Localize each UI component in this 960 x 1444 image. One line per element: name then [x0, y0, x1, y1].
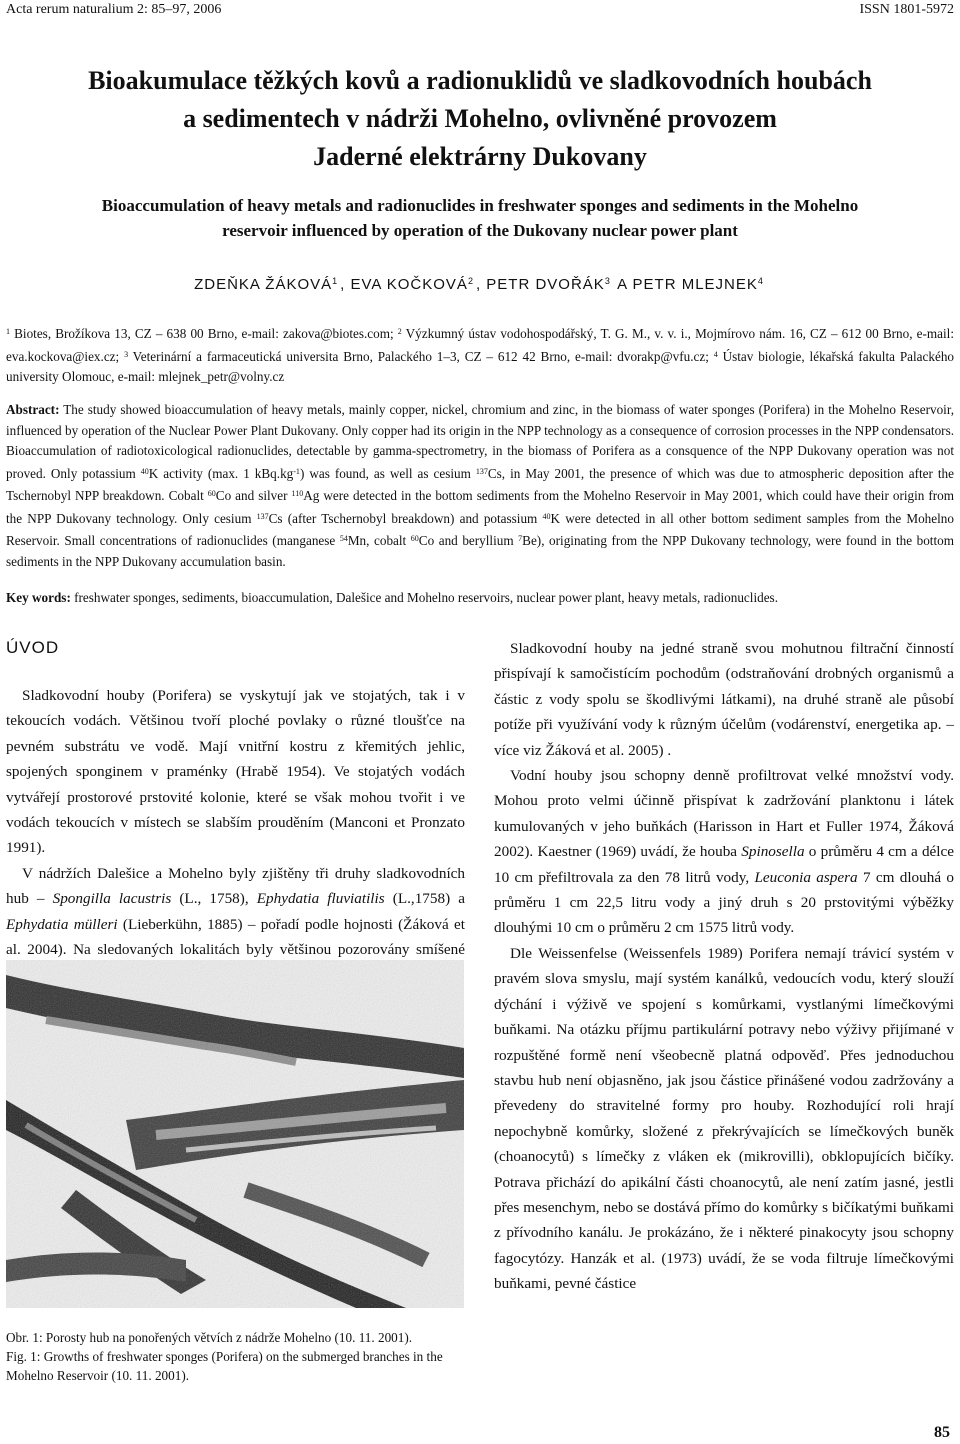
author-name: ZDEŇKA ŽÁKOVÁ [194, 276, 333, 293]
superscript: 60 [410, 534, 419, 543]
text-run: Sladkovodní houby na jedné straně svou mohutnou filtrační činností přispívají k samočistícím pochodům (odstraňování drobných organismů a částic z vody spolu se škodlivými látkami), na druhé straně ale působí potíže při využívání vody k různým účelům (vodárenství, energetika ap. – více viz Žáková et al. 2005) . [494, 640, 954, 759]
text-run: o průměru 4 cm a délce 10 cm přefiltrovala za den 78 litrů vody, [494, 843, 954, 886]
affiliation-text: Výzkumný ústav vodohospodářský, T. G. M., v. v. i., Mojmírovo nám. 16, CZ – 612 00 Brno, e-mail: eva.kockova@iex.cz; [6, 326, 954, 364]
author-affiliation-mark: 4 [757, 276, 764, 286]
text-run: (L., 1758), [171, 890, 257, 908]
paragraph [494, 941, 954, 1297]
keywords-label: Key words: [6, 590, 71, 605]
affiliation-mark: 2 [397, 327, 402, 336]
paragraph [6, 683, 465, 861]
superscript: -1 [293, 466, 300, 476]
author-separator: , [340, 276, 351, 293]
text-run: Be), originating from the NPP Dukovany technology, were found in the bottom sediments in the NPP Dukovany accumulation basin. [6, 533, 954, 569]
title-line-3: Jaderné elektrárny Dukovany [313, 142, 647, 171]
sponge-photo [6, 960, 464, 1308]
affiliation-text: Veterinární a farmaceutická universita Brno, Palackého 1–3, CZ – 612 42 Brno, e-mail: dvorakp@vfu.cz; [128, 348, 714, 364]
paragraph [494, 636, 954, 763]
affiliation-text: Ústav biologie, lékařská fakulta Palackého university Olomouc, e-mail: mlejnek_petr@volny.cz [6, 348, 955, 384]
superscript: 110 [291, 489, 304, 498]
affiliations [6, 322, 954, 388]
affiliation-mark: 3 [124, 349, 129, 359]
title-line-2: a sedimentech v nádrži Mohelno, ovlivněné provozem [183, 104, 777, 133]
author-affiliation-mark: 1 [332, 276, 339, 286]
superscript: 137 [256, 511, 269, 521]
author-affiliation-mark: 3 [604, 276, 611, 286]
affiliation-mark: 4 [713, 349, 718, 359]
section-heading: ÚVOD [6, 638, 60, 657]
author-separator: , [475, 276, 487, 293]
text-run: (L.,1758) a [384, 890, 465, 908]
text-run: K were detected in all other bottom sediment samples from the Mohelno Reservoir. Small concentrations of radionuclides (manganese [6, 510, 954, 548]
keywords-text: freshwater sponges, sediments, bioaccumulation, Dalešice and Mohelno reservoirs, nuclear power plant, heavy metals, radionuclides. [70, 590, 778, 605]
text-run: Mn, cobalt [347, 533, 411, 548]
submerged-branches-image [6, 960, 464, 1308]
paragraph [494, 763, 954, 941]
right-column [494, 636, 954, 1297]
author-name: EVA KOČKOVÁ [350, 276, 468, 293]
text-run: Co and silver [215, 488, 292, 503]
journal-citation: Acta rerum naturalium 2: 85–97, 2006 [6, 2, 222, 17]
superscript: 7 [518, 534, 523, 543]
author-name: PETR MLEJNEK [632, 276, 758, 293]
text-run: Cs (after Tschernobyl breakdown) and potassium [268, 510, 543, 526]
issn: ISSN 1801-5972 [859, 2, 954, 17]
superscript: 40 [140, 466, 149, 476]
abstract [6, 400, 954, 572]
caption-english: Fig. 1: Growths of freshwater sponges (Porifera) on the submerged branches in the Mohelno Reservoir (10. 11. 2001). [6, 1349, 443, 1383]
text-run: Vodní houby jsou schopny denně profiltrovat velké množství vody. Mohou proto velmi účinně přispívat k zadržování planktonu i látek kumulovaných v jeho buňkách (Harisson in Hart et Fuller 1974, Žáková 2002). Kaestner (1969) uvádí, že houba [494, 767, 954, 861]
text-run: Sladkovodní houby (Porifera) se vyskytují jak ve stojatých, tak i v tekoucích vodách. Většinou tvoří ploché povlaky o různé tloušťce na pevném substrátu ve vodě. Mají vnitřní kostru z křemitých jehlic, spojených sponginem v praménky (Hrabě 1954). Ve stojatých vodách vytvářejí prostorové prstovité kolonie, které se však mohou tvořit i ve vodách tekoucích v místech se slabším prouděním (Manconi et Pronzato 1991). [6, 687, 465, 857]
text-run: 7 cm dlouhá o průměru 1 cm 22,5 litru vody a jiný druh s 20 prstovitými výběžky dlouhými 10 cm o průměru 2 cm 1575 litrů vody. [494, 868, 954, 937]
italic-term: Spinosella [741, 843, 805, 861]
english-title [0, 193, 960, 243]
superscript: 60 [207, 489, 216, 498]
page-number: 85 [934, 1424, 950, 1441]
keywords [6, 588, 954, 608]
affiliation-text: Biotes, Brožíkova 13, CZ – 638 00 Brno, e-mail: zakova@biotes.com; [10, 326, 398, 341]
italic-term: Spongilla lacustris [52, 890, 172, 908]
author-separator: A [612, 276, 633, 293]
text-run: Dle Weissenfelse (Weissenfels 1989) Porifera nemají trávicí systém v pravém slova smyslu, mají systém kanálků, vedoucích vodu, který slouží dýchání i výživě ve spojení s komůrkami, vystlanými límečkovými buňkami. Na otázku příjmu partikulární potravy nebo výživy přijímané v rozpuštěné formě není všeobecně platná odpověď. Přes jednoduchou stavbu hub není objasněno, jak jsou částice přinášené vodou zadržovány a převedeny do stravitelné formy pro houby. Rozhodující roli hrají nepochybně komůrky, složené z překrývajících se límečkových buněk (choanocytů) s límečky z vláken ek (mikrovilli), obklopujících bičíky. Potrava přichází do apikální části choanocytů, ale není zatím jasné, jestli přes mesenchym, nebo se dostává přímo do komůrky s bičíkatými buňkami z přívodního kanálu. Je prokázáno, že i některé pinakocyty jsou schopny fagocytózy. Hanzák et al. (1973) uvádí, že se voda filtruje límečkovými buňkami, pevné částice [494, 944, 954, 1293]
abstract-body [6, 402, 954, 569]
italic-term: Ephydatia mülleri [6, 915, 118, 933]
text-run: V nádržích Dalešice a Mohelno byly zjištěny tři druhy sladkovodních hub – [6, 864, 465, 908]
italic-term: Leuconia aspera [754, 868, 858, 886]
abstract-label: Abstract: [6, 402, 60, 417]
caption-czech: Obr. 1: Porosty hub na ponořených větvích z nádrže Mohelno (10. 11. 2001). [6, 1330, 413, 1345]
text-run: (Lieberkühn, 1885) – pořadí podle hojnosti (Žáková et al. 2004). Na sledovaných lokalitách byly většinou pozorovány smíšené [6, 915, 465, 959]
superscript: 54 [339, 534, 348, 543]
author-name: PETR DVOŘÁK [486, 276, 605, 293]
english-title-line-1: Bioaccumulation of heavy metals and radionuclides in freshwater sponges and sediments in the Mohelno [101, 196, 859, 215]
figure-caption [6, 1328, 465, 1385]
text-run: Cs, in May 2001, the presence of which was due to atmospheric deposition after the Tschernobyl NPP breakdown. Cobalt [6, 465, 955, 503]
title-line-1: Bioakumulace těžkých kovů a radionuklidů ve sladkovodních houbách [88, 66, 872, 95]
affiliation-mark: 1 [6, 327, 10, 336]
text-run: Ag were detected in the bottom sediments from the Mohelno Reservoir in May 2001, which could have their origin from the NPP Dukovany technology. Only cesium [6, 488, 954, 526]
superscript: 137 [475, 466, 488, 476]
text-run: Co and beryllium [418, 533, 519, 548]
superscript: 40 [542, 511, 551, 521]
english-title-line-2: reservoir influenced by operation of the Dukovany nuclear power plant [222, 221, 738, 240]
italic-term: Ephydatia fluviatilis [256, 890, 385, 908]
author-affiliation-mark: 2 [467, 276, 474, 286]
text-run: ) was found, as well as cesium [299, 465, 476, 481]
text-run: K activity (max. 1 kBq.kg [148, 465, 294, 481]
left-column [6, 683, 465, 988]
author-list [0, 276, 960, 293]
article-title [0, 62, 960, 176]
text-run: The study showed bioaccumulation of heavy metals, mainly copper, nickel, chromium and zinc, in the biomass of water sponges (Porifera) in the Mohelno Reservoir, influenced by operation of the Nuclear Power Plant Dukovany. Only copper had its origin in the NPP technology as a consequence of corrosion processes in the NPP condensators. Bioaccumulation of radiotoxicological radionuclides, detectable by gamma-spectrometry, in the biomass of Porifera as a consquence of the NPP Dukovany operation was not proved. Only potassium [6, 402, 954, 481]
